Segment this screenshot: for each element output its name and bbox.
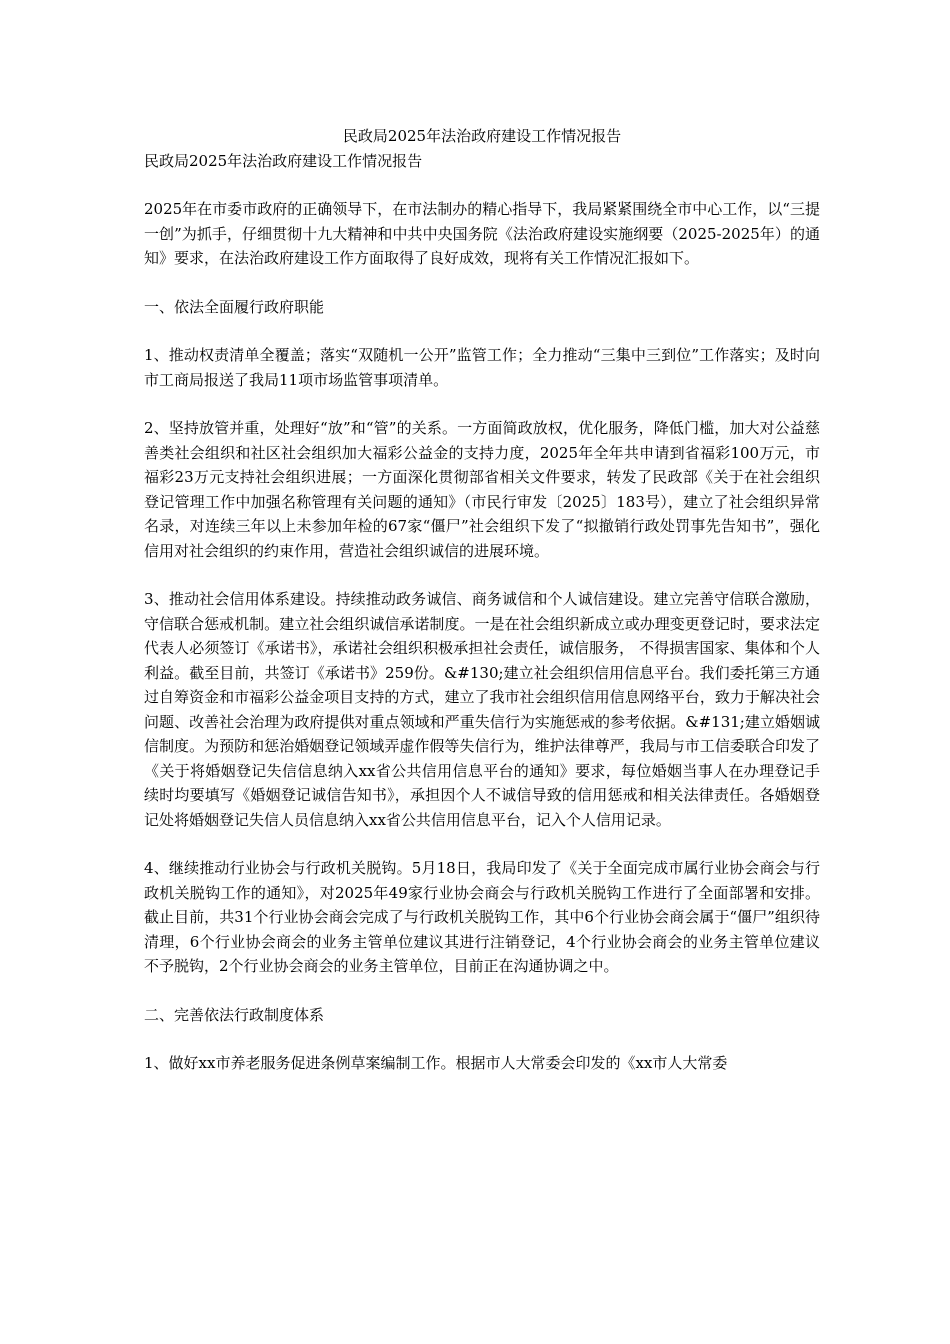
- document-title: 民政局2025年法治政府建设工作情况报告: [342, 127, 622, 145]
- section-1-paragraph-1: 1、推动权责清单全覆盖；落实“双随机一公开”监管工作；全力推动“三集中三到位”工作落实；及时向市工商局报送了我局11项市场监管事项清单。: [144, 346, 820, 389]
- document-page: [144, 124, 820, 1100]
- intro-paragraph: 2025年在市委市政府的正确领导下，在市法制办的精心指导下，我局紧紧围绕全市中心工作，以“三提一创”为抓手，仔细贯彻十九大精神和中共中央国务院《法治政府建设实施纲要（2025-2025年）的通知》要求，在法治政府建设工作方面取得了良好成效，现将有关工作情况汇报如下。: [144, 200, 820, 267]
- section-1-heading: 一、依法全面履行政府职能: [144, 297, 325, 316]
- section-1-paragraph-4: 4、继续推动行业协会与行政机关脱钩。5月18日，我局印发了《关于全面完成市属行业协会商会与行政机关脱钩工作的通知》，对2025年49家行业协会商会与行政机关脱钩工作进行了全面部署和安排。截止目前，共31个行业协会商会完成了与行政机关脱钩工作，其中6个行业协会商会属于“僵尸”组织待清理，6个行业协会商会的业务主管单位建议其进行注销登记，4个行业协会商会的业务主管单位建议不予脱钩，2个行业协会商会的业务主管单位，目前正在沟通协调之中。: [144, 859, 820, 975]
- section-1-paragraph-2: 2、坚持放管并重，处理好“放”和“管”的关系。一方面简政放权，优化服务，降低门槛，加大对公益慈善类社会组织和社区社会组织加大福彩公益金的支持力度，2025年全年共申请到省福彩100万元，市福彩23万元支持社会组织进展；一方面深化贯彻部省相关文件要求，转发了民政部《关于在社会组织登记管理工作中加强名称管理有关问题的通知》（市民行审发〔2025〕183号），建立了社会组织异常名录，对连续三年以上未参加年检的67家“僵尸”社会组织下发了“拟撤销行政处罚事先告知书”，强化信用对社会组织的约束作用，营造社会组织诚信的进展环境。: [144, 419, 820, 560]
- section-2-heading: 二、完善依法行政制度体系: [144, 1005, 325, 1024]
- section-1-paragraph-3: 3、推动社会信用体系建设。持续推动政务诚信、商务诚信和个人诚信建设。建立完善守信联合激励，守信联合惩戒机制。建立社会组织诚信承诺制度。一是在社会组织新成立或办理变更登记时，要求法定代表人必须签订《承诺书》，承诺社会组织积极承担社会责任，诚信服务， 不得损害国家、集体和个人利益。截至目前，共签订《承诺书》259份。&#130;建立社会组织信用信息平台。我们委托第三方通过自筹资金和市福彩公益金项目支持的方式，建立了我市社会组织信用信息网络平台，致力于解决社会问题、改善社会治理为政府提供对重点领域和严重失信行为实施惩戒的参考依据。&#131;建立婚姻诚信制度。为预防和惩治婚姻登记领域弄虚作假等失信行为，维护法律尊严，我局与市工信委联合印发了《关于将婚姻登记失信信息纳入xx省公共信用信息平台的通知》要求，每位婚姻当事人在办理登记手续时均要填写《婚姻登记诚信告知书》，承担因个人不诚信导致的信用惩戒和相关法律责任。各婚姻登记处将婚姻登记失信人员信息纳入xx省公共信用信息平台，记入个人信用记录。: [144, 590, 820, 829]
- document-subtitle: 民政局2025年法治政府建设工作情况报告: [144, 151, 423, 170]
- section-2-paragraph-1: 1、做好xx市养老服务促进条例草案编制工作。根据市人大常委会印发的《xx市人大常委: [144, 1054, 728, 1072]
